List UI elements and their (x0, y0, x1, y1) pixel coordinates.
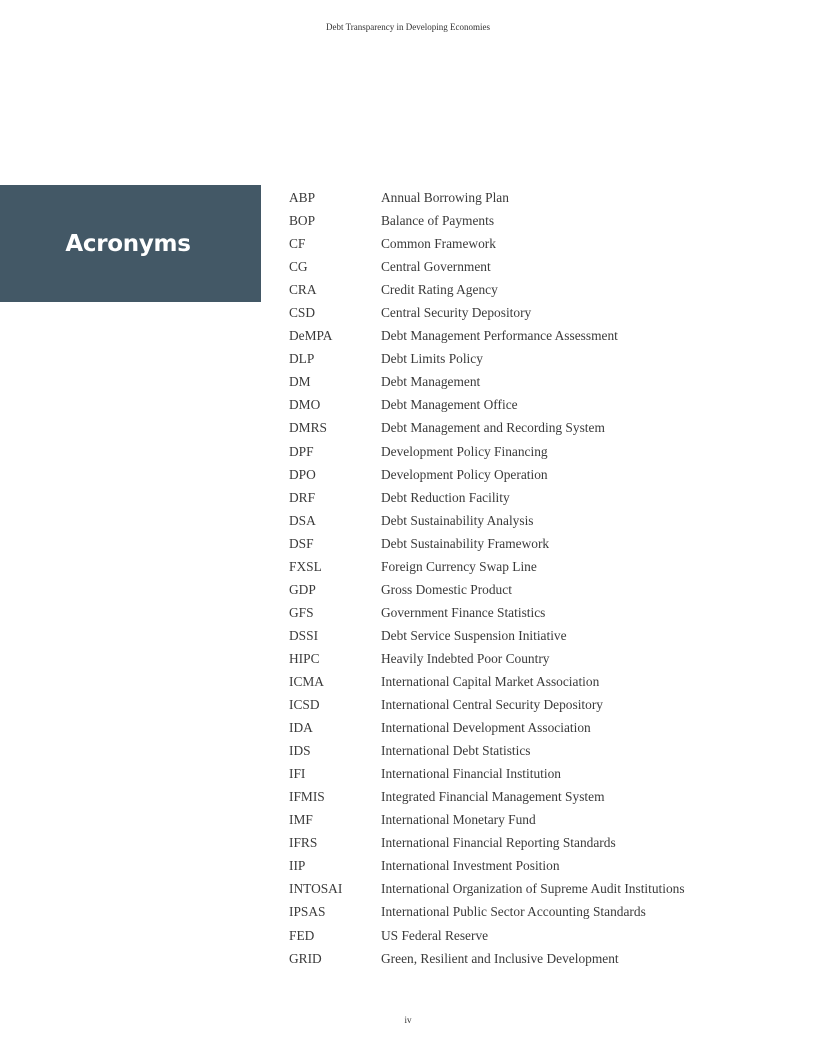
acronym-abbreviation: FED (289, 927, 315, 943)
acronym-definition: Foreign Currency Swap Line (381, 558, 537, 574)
acronym-row (289, 578, 809, 601)
acronym-row (289, 947, 809, 970)
running-header: Debt Transparency in Developing Economies (326, 22, 490, 32)
acronym-abbreviation: DPF (289, 443, 314, 459)
acronym-definition: Debt Service Suspension Initiative (381, 627, 567, 643)
acronym-row (289, 693, 809, 716)
acronym-abbreviation: DPO (289, 466, 316, 482)
acronym-abbreviation: INTOSAI (289, 881, 343, 897)
page-number: iv (404, 1015, 412, 1025)
acronym-row (289, 854, 809, 877)
acronym-definition: Government Finance Statistics (381, 604, 546, 620)
acronym-definition: Green, Resilient and Inclusive Development (381, 950, 619, 966)
acronym-abbreviation: CSD (289, 305, 316, 321)
acronym-abbreviation: DLP (289, 351, 315, 367)
acronym-definition: Debt Management Performance Assessment (381, 328, 618, 344)
acronym-definition: International Organization of Supreme Audit Institutions (381, 881, 685, 897)
acronym-abbreviation: HIPC (289, 650, 320, 666)
page-title: Acronyms (65, 231, 191, 257)
acronym-definition: Integrated Financial Management System (381, 789, 605, 805)
acronym-row (289, 601, 809, 624)
acronym-abbreviation: GRID (289, 950, 322, 966)
acronym-abbreviation: DMO (289, 397, 321, 413)
acronym-definition: Debt Management Office (381, 397, 518, 413)
acronym-definition: Development Policy Operation (381, 466, 548, 482)
acronym-abbreviation: DeMPA (289, 328, 333, 344)
acronym-abbreviation: ABP (289, 190, 316, 205)
acronym-definition: Common Framework (381, 236, 496, 252)
acronym-row (289, 785, 809, 808)
acronym-definition: Development Policy Financing (381, 443, 548, 459)
acronym-abbreviation: DSSI (289, 627, 319, 643)
acronym-row (289, 463, 809, 486)
acronym-definition: Debt Management and Recording System (381, 420, 605, 436)
acronym-abbreviation: IPSAS (289, 904, 326, 920)
acronym-abbreviation: ICSD (289, 697, 320, 713)
acronym-definition: International Central Security Depository (381, 697, 603, 713)
acronym-definition: Debt Management (381, 374, 481, 390)
acronym-abbreviation: BOP (289, 213, 316, 229)
acronym-abbreviation: IIP (289, 858, 306, 874)
acronym-definition: International Capital Market Association (381, 673, 600, 689)
acronym-row (289, 532, 809, 555)
acronym-row (289, 924, 809, 947)
acronym-abbreviation: IFMIS (289, 789, 325, 805)
acronym-definition: Balance of Payments (381, 213, 495, 229)
acronym-definition: International Financial Reporting Standards (381, 835, 616, 851)
acronym-abbreviation: CF (289, 236, 306, 252)
section-title-band (0, 185, 261, 302)
acronym-row (289, 647, 809, 670)
acronym-abbreviation: IDA (289, 720, 313, 736)
acronym-row (289, 393, 809, 416)
acronym-row (289, 370, 809, 393)
acronym-abbreviation: DSF (289, 535, 314, 551)
acronym-row (289, 831, 809, 854)
acronym-row (289, 555, 809, 578)
acronym-row (289, 301, 809, 324)
acronym-abbreviation: IFI (289, 766, 306, 782)
acronym-row (289, 209, 809, 232)
acronym-abbreviation: ICMA (289, 673, 324, 689)
acronym-definition: Credit Rating Agency (381, 282, 498, 298)
acronym-row (289, 186, 809, 209)
acronym-abbreviation: CRA (289, 282, 317, 298)
acronym-abbreviation: DMRS (289, 420, 327, 436)
acronym-abbreviation: IDS (289, 743, 311, 759)
acronym-abbreviation: DSA (289, 512, 316, 528)
acronym-row (289, 440, 809, 463)
acronym-definition: Debt Sustainability Analysis (381, 512, 534, 528)
acronym-row (289, 739, 809, 762)
acronym-abbreviation: CG (289, 259, 308, 275)
acronym-abbreviation: GDP (289, 581, 316, 597)
acronym-abbreviation: GFS (289, 604, 314, 620)
acronym-row (289, 762, 809, 785)
acronym-row (289, 716, 809, 739)
acronym-definition: US Federal Reserve (381, 927, 489, 943)
acronym-abbreviation: DRF (289, 489, 316, 505)
acronym-row (289, 509, 809, 532)
acronym-definition: Debt Reduction Facility (381, 489, 510, 505)
acronym-definition: International Investment Position (381, 858, 560, 874)
acronym-definition: Heavily Indebted Poor Country (381, 650, 550, 666)
acronym-row (289, 278, 809, 301)
acronym-abbreviation: IFRS (289, 835, 318, 851)
acronym-definition: Central Security Depository (381, 305, 532, 321)
acronym-definition: Annual Borrowing Plan (381, 190, 509, 205)
acronym-definition: Central Government (381, 259, 491, 275)
acronym-definition: International Debt Statistics (381, 743, 531, 759)
acronym-row (289, 877, 809, 900)
acronym-row (289, 255, 809, 278)
acronym-row (289, 232, 809, 255)
acronym-abbreviation: DM (289, 374, 311, 390)
acronym-definition: International Monetary Fund (381, 812, 536, 828)
acronym-row (289, 808, 809, 831)
acronym-definition: International Public Sector Accounting Standards (381, 904, 646, 920)
acronym-row (289, 624, 809, 647)
acronym-row (289, 486, 809, 509)
acronym-row (289, 900, 809, 923)
acronym-abbreviation: IMF (289, 812, 313, 828)
acronym-row (289, 347, 809, 370)
acronym-definition: International Financial Institution (381, 766, 561, 782)
acronym-list (289, 186, 809, 970)
acronym-definition: International Development Association (381, 720, 591, 736)
acronym-definition: Debt Sustainability Framework (381, 535, 550, 551)
acronym-row (289, 670, 809, 693)
acronym-definition: Gross Domestic Product (381, 581, 512, 597)
acronym-row (289, 416, 809, 439)
acronym-row (289, 324, 809, 347)
acronym-definition: Debt Limits Policy (381, 351, 483, 367)
acronym-abbreviation: FXSL (289, 558, 322, 574)
